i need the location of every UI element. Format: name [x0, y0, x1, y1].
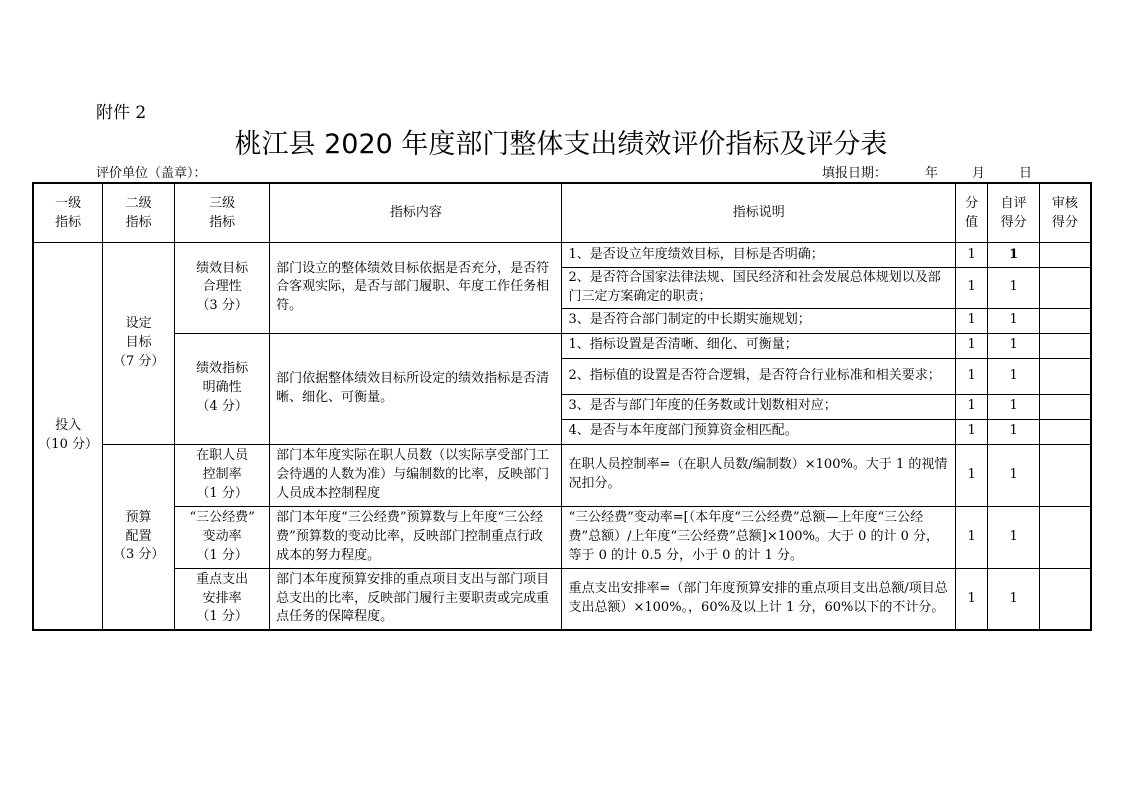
content-cell: 部门本年度实际在职人员数（以实际享受部门工会待遇的人数为准）与编制数的比率，反映部门人员成本控制程度	[270, 444, 562, 506]
level1-cell: 投入 （10 分）	[33, 243, 103, 631]
audit-score-cell	[1039, 243, 1091, 268]
score-cell: 1	[955, 394, 987, 419]
level2-cell: 设定 目标 （7 分）	[103, 243, 175, 445]
score-cell: 1	[955, 506, 987, 568]
explain-cell: “三公经费”变动率=[（本年度“三公经费”总额—上年度“三公经费”总额）/上年度“三公经费”总额]×100%。大于 0 的计 0 分，等于 0 的计 0.5 分，小于 0 的计 1 分。	[562, 506, 955, 568]
table-row	[33, 444, 1091, 506]
header-audit-score: 审核 得分	[1039, 183, 1091, 243]
header-level1: 一级 指标	[33, 183, 103, 243]
fill-date-label: 填报日期：	[822, 166, 888, 181]
content-cell: 部门设立的整体绩效目标依据是否充分，是否符合客观实际，是否与部门履职、年度工作任务相符。	[270, 243, 562, 334]
date-year-label: 年	[925, 166, 939, 181]
self-score-cell: 1	[988, 394, 1040, 419]
self-score-cell: 1	[988, 568, 1040, 630]
explain-cell: 1、是否设立年度绩效目标，目标是否明确；	[562, 243, 955, 268]
score-cell: 1	[955, 444, 987, 506]
self-score-cell: 1	[988, 243, 1040, 268]
score-cell: 1	[955, 419, 987, 444]
self-score-cell: 1	[988, 444, 1040, 506]
header-row	[33, 183, 1091, 243]
self-score-cell: 1	[988, 358, 1040, 394]
date-month-label: 月	[972, 166, 986, 181]
explain-cell: 3、是否符合部门制定的中长期实施规划；	[562, 308, 955, 333]
date-day-label: 日	[1019, 166, 1033, 181]
explain-cell: 2、指标值的设置是否符合逻辑，是否符合行业标准和相关要求；	[562, 358, 955, 394]
self-score-cell: 1	[988, 308, 1040, 333]
audit-score-cell	[1039, 333, 1091, 358]
content-cell: 部门本年度“三公经费”预算数与上年度“三公经费”预算数的变动比率，反映部门控制重点行政成本的努力程度。	[270, 506, 562, 568]
header-level2: 二级 指标	[103, 183, 175, 243]
score-cell: 1	[955, 308, 987, 333]
audit-score-cell	[1039, 506, 1091, 568]
score-cell: 1	[955, 243, 987, 268]
audit-score-cell	[1039, 358, 1091, 394]
evaluation-table	[32, 182, 1092, 631]
header-level3: 三级 指标	[175, 183, 270, 243]
audit-score-cell	[1039, 268, 1091, 309]
audit-score-cell	[1039, 568, 1091, 630]
explain-cell: 2、是否符合国家法律法规、国民经济和社会发展总体规划以及部门三定方案确定的职责；	[562, 268, 955, 309]
self-score-cell: 1	[988, 419, 1040, 444]
content-cell: 部门本年度预算安排的重点项目支出与部门项目总支出的比率，反映部门履行主要职责或完成重点任务的保障程度。	[270, 568, 562, 630]
audit-score-cell	[1039, 394, 1091, 419]
page-title: 桃江县 2020 年度部门整体支出绩效评价指标及评分表	[234, 129, 888, 160]
explain-cell: 4、是否与本年度部门预算资金相匹配。	[562, 419, 955, 444]
attachment-label: 附件 2	[96, 103, 147, 123]
level3-cell: 绩效目标 合理性 （3 分）	[175, 243, 270, 334]
score-cell: 1	[955, 568, 987, 630]
level2-cell: 预算 配置 （3 分）	[103, 444, 175, 630]
self-score-cell: 1	[988, 333, 1040, 358]
explain-cell: 在职人员控制率=（在职人员数/编制数）×100%。大于 1 的视情况扣分。	[562, 444, 955, 506]
self-score-cell: 1	[988, 268, 1040, 309]
audit-score-cell	[1039, 308, 1091, 333]
explain-cell: 重点支出安排率=（部门年度预算安排的重点项目支出总额/项目总支出总额）×100%。，60%及以上计 1 分，60%以下的不计分。	[562, 568, 955, 630]
audit-score-cell	[1039, 444, 1091, 506]
header-score: 分 值	[955, 183, 987, 243]
header-self-score: 自评 得分	[988, 183, 1040, 243]
table-row	[33, 333, 1091, 358]
table-row	[33, 243, 1091, 268]
table-row	[33, 506, 1091, 568]
explain-cell: 3、是否与部门年度的任务数或计划数相对应；	[562, 394, 955, 419]
explain-cell: 1、指标设置是否清晰、细化、可衡量；	[562, 333, 955, 358]
header-content: 指标内容	[270, 183, 562, 243]
fill-date	[822, 162, 1032, 181]
level3-cell: 在职人员 控制率 （1 分）	[175, 444, 270, 506]
evaluation-unit-label: 评价单位（盖章）：	[96, 166, 207, 181]
table-row	[33, 568, 1091, 630]
header-explain: 指标说明	[562, 183, 955, 243]
score-cell: 1	[955, 268, 987, 309]
audit-score-cell	[1039, 419, 1091, 444]
score-cell: 1	[955, 333, 987, 358]
level3-cell: “三公经费” 变动率 （1 分）	[175, 506, 270, 568]
level3-cell: 重点支出 安排率 （1 分）	[175, 568, 270, 630]
content-cell: 部门依据整体绩效目标所设定的绩效指标是否清晰、细化、可衡量。	[270, 333, 562, 444]
score-cell: 1	[955, 358, 987, 394]
self-score-cell: 1	[988, 506, 1040, 568]
level3-cell: 绩效指标 明确性 （4 分）	[175, 333, 270, 444]
